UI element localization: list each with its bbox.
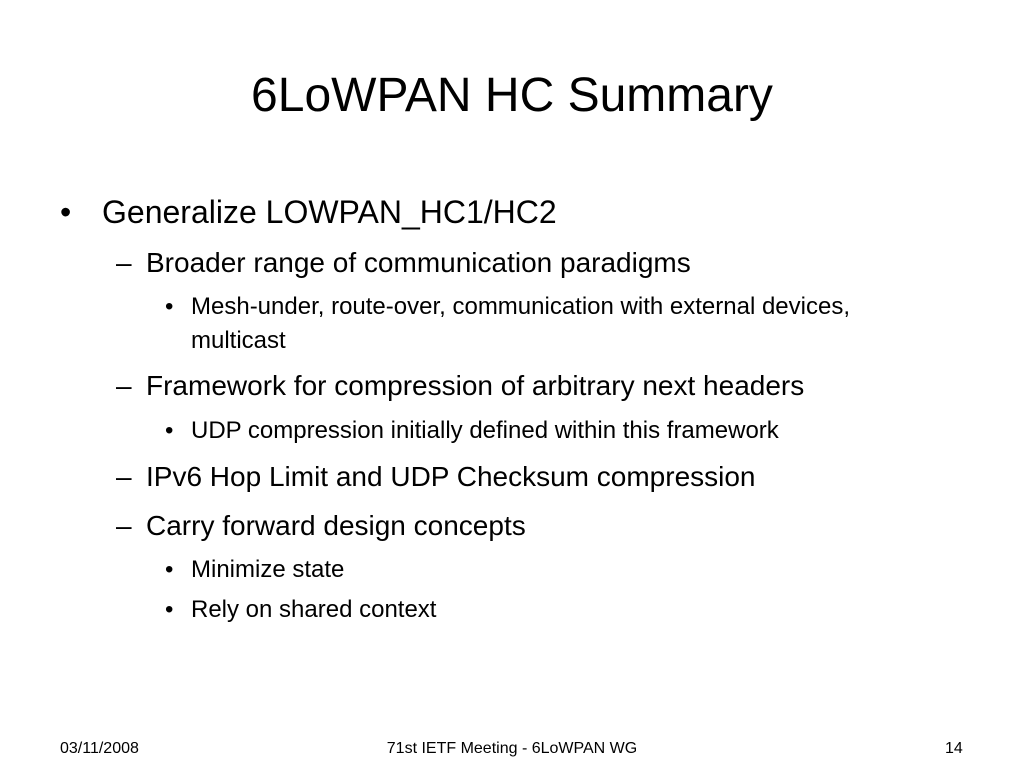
dash-marker: – xyxy=(116,247,132,278)
bullet-marker: • xyxy=(165,596,174,623)
footer-page-number: 14 xyxy=(945,740,963,757)
sub-sub-bullet-mesh-under-cont: multicast xyxy=(191,327,286,354)
footer-meeting: 71st IETF Meeting - 6LoWPAN WG xyxy=(386,740,638,757)
sub-sub-bullet-udp-compression: UDP compression initially defined within this framework xyxy=(191,417,779,444)
sub-bullet-framework: Framework for compression of arbitrary next headers xyxy=(146,370,805,401)
dash-marker: – xyxy=(116,510,132,541)
bullet-marker: • xyxy=(165,556,174,583)
bullet-marker: • xyxy=(165,417,174,444)
sub-bullet-broader-range: Broader range of communication paradigms xyxy=(146,247,691,278)
bullet-generalize: Generalize LOWPAN_HC1/HC2 xyxy=(102,194,557,230)
dash-marker: – xyxy=(116,370,132,401)
sub-sub-bullet-minimize-state: Minimize state xyxy=(191,556,345,583)
bullet-marker: • xyxy=(165,293,174,320)
dash-marker: – xyxy=(116,461,132,492)
footer-date: 03/11/2008 xyxy=(60,740,139,757)
sub-sub-bullet-shared-context: Rely on shared context xyxy=(191,596,437,623)
sub-sub-bullet-mesh-under: Mesh-under, route-over, communication with external devices, xyxy=(191,293,850,320)
sub-bullet-carry-forward: Carry forward design concepts xyxy=(146,510,526,541)
sub-bullet-ipv6-hop-limit: IPv6 Hop Limit and UDP Checksum compression xyxy=(146,461,756,492)
bullet-marker: • xyxy=(60,194,72,230)
slide-title: 6LoWPAN HC Summary xyxy=(251,69,773,122)
